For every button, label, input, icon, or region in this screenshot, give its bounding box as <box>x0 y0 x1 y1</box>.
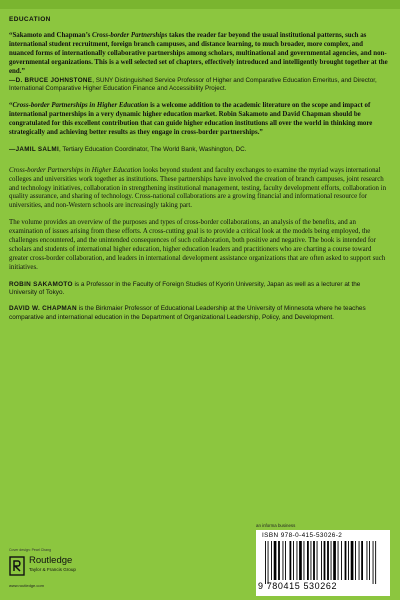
barcode-bar <box>348 541 349 580</box>
barcode-bar <box>324 541 326 580</box>
barcode-bar <box>304 541 305 580</box>
barcode-bar <box>367 541 368 580</box>
barcode-bar <box>307 541 309 580</box>
barcode-bar <box>359 541 360 580</box>
informa-tagline: an informa business <box>256 523 296 528</box>
review-attribution: —JAMIL SALMI, Tertiary Education Coordinator, The World Bank, Washington, DC. <box>9 145 247 153</box>
barcode-bar <box>297 541 298 580</box>
barcode-bar <box>274 541 277 580</box>
barcode-bar <box>265 541 266 584</box>
barcode-bar <box>345 541 347 580</box>
barcode-bar <box>313 541 315 580</box>
barcode-bar <box>321 541 322 580</box>
review-quote: “Sakamoto and Chapman’s Cross-border Partnerships takes the reader far beyond the usual institutional patterns, such as international student recruitment, foreign branch campuses, and distance learning, to much broader, more complex, and nuanced forms of internationally collaborative partnerships among scholars, multinational and governmental agencies, and non-governmental organizations. This is a well selected set of chapters, effectively introduced and intelligently brought together at the end.” <box>9 32 388 75</box>
barcode-bar <box>290 541 292 580</box>
barcode-bar <box>338 541 339 580</box>
author-bio: DAVID W. CHAPMAN is the Birkmaier Professor of Educational Leadership at the University of Minnesota where he teaches comparative and international education in the Department of Organizational Leadership, Policy, and Development. <box>9 305 366 321</box>
barcode-bar <box>278 541 280 580</box>
publisher-url: www.routledge.com <box>9 583 44 588</box>
barcode-bar <box>311 541 312 580</box>
barcode-bar <box>327 541 329 580</box>
barcode-bar <box>331 541 332 580</box>
barcode-panel <box>256 530 390 596</box>
barcode-bar <box>355 541 356 580</box>
review-2 <box>9 102 389 154</box>
barcode-number: 9 780415 530262 <box>258 581 338 591</box>
review-attribution: —D. BRUCE JOHNSTONE, SUNY Distinguished Service Professor of Higher and Comparative Education Emeritus, and Director, International Comparative Higher Education Finance and Accessibility Project. <box>9 76 377 92</box>
review-quote: “Cross-border Partnerships in Higher Education is a welcome addition to the academic literature on the scope and impact of international partnerships in a very dynamic higher education market. Robin Sakamoto and David Chapman should be congratulated for this excellent contribution that can guide higher education institutions all over the world in thinking more strategically and achieving better results as they engage in cross-border partnerships.” <box>9 101 373 136</box>
category-label: EDUCATION <box>9 16 51 23</box>
barcode-bar <box>268 541 269 584</box>
barcode-bar <box>361 541 363 580</box>
barcode-bar <box>283 541 284 580</box>
barcode-bar <box>299 541 302 580</box>
barcode-bar <box>333 541 336 580</box>
barcode-bar <box>285 541 286 580</box>
publisher-group: Taylor & Francis Group <box>29 567 76 572</box>
review-1 <box>9 32 389 93</box>
barcode-bar <box>369 541 370 580</box>
barcode-bar <box>271 541 272 580</box>
barcode-bar <box>341 541 342 580</box>
publisher-name: Routledge <box>29 555 73 566</box>
routledge-logo-icon <box>9 556 25 576</box>
barcode-bar <box>375 541 376 584</box>
author-bio: ROBIN SAKAMOTO is a Professor in the Faculty of Foreign Studies of Kyorin University, Japan as well as a lecturer at the University of Tokyo. <box>9 280 361 297</box>
barcode-bar <box>293 541 294 580</box>
top-band <box>0 0 400 9</box>
barcode-bar <box>317 541 318 580</box>
back-cover-text <box>9 32 389 322</box>
barcode-bar <box>351 541 354 580</box>
description-paragraph: Cross-border Partnerships in Higher Education looks beyond student and faculty exchanges to examine the myriad ways international colleges and universities work together as institutions. These partnerships have involved the creation of branch campuses, joint research and technology initiatives, collaboration in strengthening institutional management, testing, faculty development efforts, collaboration in quality assurance, and sharing of technology. Cross-national collaborations are a growing financial and informational resource for universities, and non-Western schools are increasingly taking part. <box>9 166 387 210</box>
description-paragraph: The volume provides an overview of the purposes and types of cross-border collaborations, an analysis of the benefits, and an examination of issues arising from these efforts. A cross-cutting goal is to provide a critical look at the models being employed, the challenges encountered, and the unintended consequences of such collaboration, both positive and negative. The book is intended for scholars and students of international higher education, higher education leaders and practitioners who are charting a course toward greater cross-border collaboration, and leaders in international development assistance organizations that are often asked to support such initiatives. <box>9 219 386 271</box>
barcode-bar <box>373 541 374 584</box>
cover-designer-credit: Cover design: Pearl Chang <box>9 548 52 552</box>
isbn-label: ISBN 978-0-415-53026-2 <box>262 532 343 539</box>
barcode-icon <box>263 541 383 584</box>
